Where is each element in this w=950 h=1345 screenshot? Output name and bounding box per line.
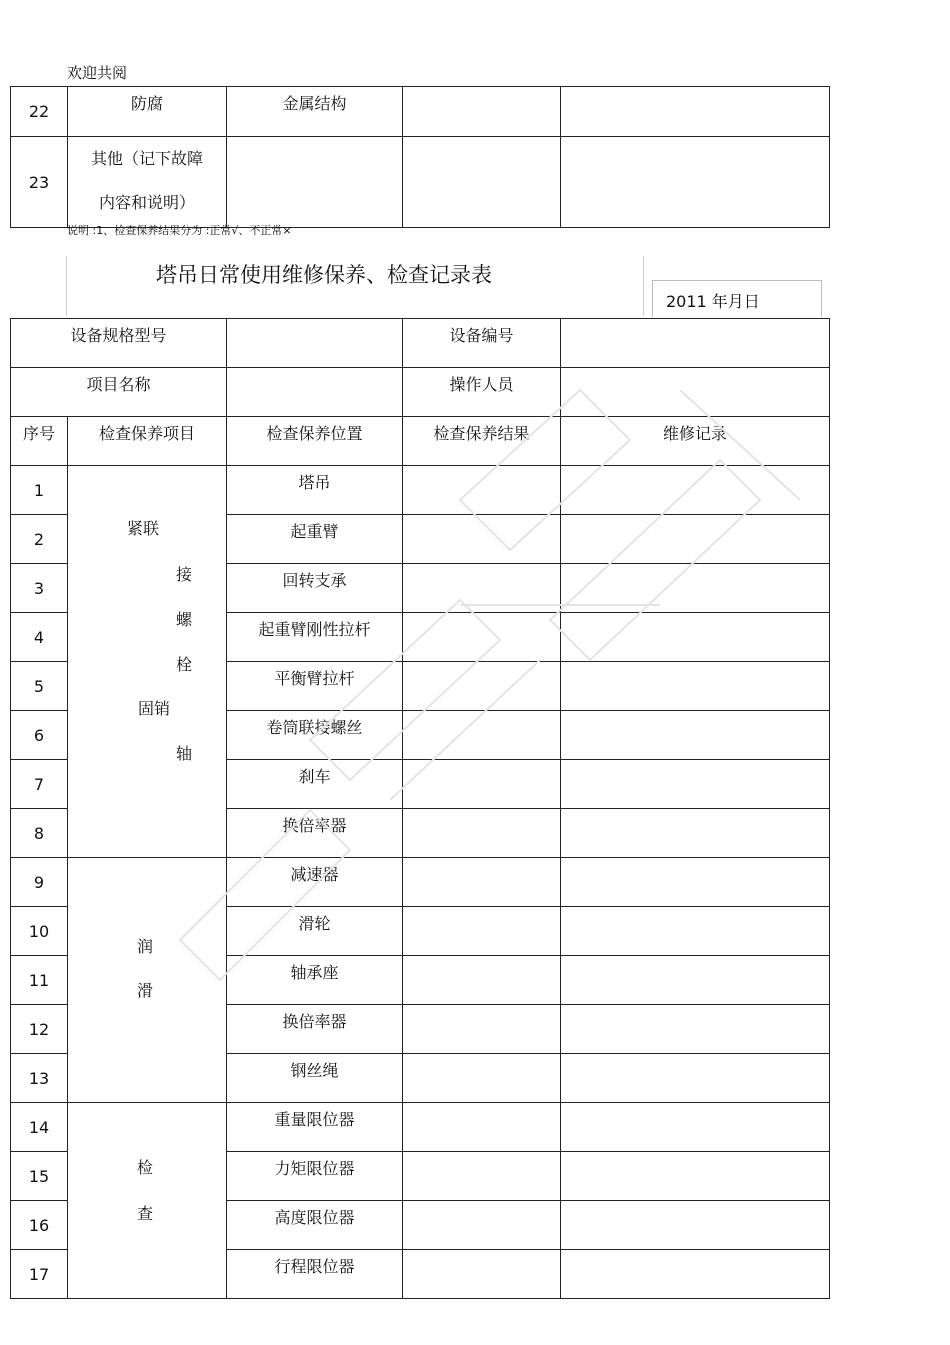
project-label: 项目名称 bbox=[11, 368, 227, 417]
row-number: 2 bbox=[11, 515, 68, 564]
record-cell[interactable] bbox=[561, 1201, 830, 1250]
row-number: 4 bbox=[11, 613, 68, 662]
position-cell: 刹车 bbox=[227, 760, 403, 809]
project-value[interactable] bbox=[227, 368, 403, 417]
col-header-no: 序号 bbox=[11, 417, 68, 466]
result-cell[interactable] bbox=[403, 956, 561, 1005]
group-label: 紧联 bbox=[127, 519, 160, 538]
table-row bbox=[11, 858, 830, 907]
record-cell[interactable] bbox=[561, 907, 830, 956]
record-cell[interactable] bbox=[561, 809, 830, 858]
col-header-position: 检查保养位置 bbox=[227, 417, 403, 466]
record-cell[interactable] bbox=[561, 564, 830, 613]
group-label: 检 bbox=[137, 1158, 154, 1177]
record-cell[interactable] bbox=[561, 1152, 830, 1201]
table-row bbox=[11, 87, 830, 137]
row-number: 15 bbox=[11, 1152, 68, 1201]
group-label: 滑 bbox=[137, 981, 154, 1000]
group-label: 固销 bbox=[138, 699, 171, 718]
position-cell[interactable] bbox=[227, 137, 403, 228]
table-row bbox=[11, 319, 830, 368]
row-number: 17 bbox=[11, 1250, 68, 1299]
table-row bbox=[11, 466, 830, 515]
operator-label: 操作人员 bbox=[403, 368, 561, 417]
page-title: 塔吊日常使用维修保养、检查记录表 bbox=[156, 263, 492, 287]
row-number: 16 bbox=[11, 1201, 68, 1250]
record-cell[interactable] bbox=[561, 711, 830, 760]
record-cell[interactable] bbox=[561, 515, 830, 564]
position-cell: 卷筒联接螺丝 bbox=[227, 711, 403, 760]
position-cell: 平衡臂拉杆 bbox=[227, 662, 403, 711]
row-number: 22 bbox=[11, 87, 68, 137]
row-number: 9 bbox=[11, 858, 68, 907]
position-cell: 行程限位器 bbox=[227, 1250, 403, 1299]
operator-value[interactable] bbox=[561, 368, 830, 417]
row-number: 14 bbox=[11, 1103, 68, 1152]
row-number: 10 bbox=[11, 907, 68, 956]
row-number: 12 bbox=[11, 1005, 68, 1054]
record-cell[interactable] bbox=[561, 760, 830, 809]
result-cell[interactable] bbox=[403, 1152, 561, 1201]
position-cell: 换倍率器 bbox=[227, 809, 403, 858]
record-cell[interactable] bbox=[561, 1103, 830, 1152]
row-number: 7 bbox=[11, 760, 68, 809]
top-table bbox=[10, 86, 830, 228]
equip-no-label: 设备编号 bbox=[403, 319, 561, 368]
record-cell[interactable] bbox=[561, 956, 830, 1005]
col-header-result: 检查保养结果 bbox=[403, 417, 561, 466]
column-header-row bbox=[11, 417, 830, 466]
result-cell[interactable] bbox=[403, 907, 561, 956]
group-fastening bbox=[68, 466, 227, 858]
table-row bbox=[11, 368, 830, 417]
spec-label: 设备规格型号 bbox=[11, 319, 227, 368]
item-line: 内容和说明） bbox=[98, 193, 195, 212]
result-cell[interactable] bbox=[403, 613, 561, 662]
row-number: 6 bbox=[11, 711, 68, 760]
record-cell[interactable] bbox=[561, 1005, 830, 1054]
table-row bbox=[11, 137, 830, 228]
item-cell bbox=[68, 137, 227, 228]
group-label: 螺 bbox=[176, 610, 193, 629]
row-number: 11 bbox=[11, 956, 68, 1005]
result-cell[interactable] bbox=[403, 809, 561, 858]
result-cell[interactable] bbox=[403, 87, 561, 137]
col-header-record: 维修记录 bbox=[561, 417, 830, 466]
result-cell[interactable] bbox=[403, 1054, 561, 1103]
table-row bbox=[11, 1103, 830, 1152]
header-text: 欢迎共阅 bbox=[67, 64, 128, 82]
record-cell[interactable] bbox=[561, 1054, 830, 1103]
item-line: 其他（记下故障 bbox=[90, 149, 203, 168]
position-cell: 金属结构 bbox=[227, 87, 403, 137]
record-cell[interactable] bbox=[561, 466, 830, 515]
result-cell[interactable] bbox=[403, 662, 561, 711]
row-number: 3 bbox=[11, 564, 68, 613]
result-cell[interactable] bbox=[403, 1250, 561, 1299]
result-cell[interactable] bbox=[403, 760, 561, 809]
col-header-item: 检查保养项目 bbox=[68, 417, 227, 466]
result-cell[interactable] bbox=[403, 711, 561, 760]
result-cell[interactable] bbox=[403, 1103, 561, 1152]
group-label: 接 bbox=[176, 565, 193, 584]
group-label: 查 bbox=[137, 1204, 154, 1223]
position-cell: 滑轮 bbox=[227, 907, 403, 956]
position-cell: 重量限位器 bbox=[227, 1103, 403, 1152]
group-label: 润 bbox=[137, 937, 154, 956]
item-cell: 防腐 bbox=[68, 87, 227, 137]
position-cell: 换倍率器 bbox=[227, 1005, 403, 1054]
group-lubrication bbox=[68, 858, 227, 1103]
row-number: 5 bbox=[11, 662, 68, 711]
result-cell[interactable] bbox=[403, 1005, 561, 1054]
spec-value[interactable] bbox=[227, 319, 403, 368]
position-cell: 力矩限位器 bbox=[227, 1152, 403, 1201]
record-cell[interactable] bbox=[561, 1250, 830, 1299]
date-text[interactable]: 2011 年月日 bbox=[666, 292, 760, 311]
record-cell[interactable] bbox=[561, 613, 830, 662]
record-cell[interactable] bbox=[561, 662, 830, 711]
row-number: 8 bbox=[11, 809, 68, 858]
note-text: 说明 :1、检查保养结果分为 :正常√、不正常× bbox=[67, 224, 292, 237]
position-cell: 回转支承 bbox=[227, 564, 403, 613]
main-table bbox=[10, 318, 830, 1299]
position-cell: 轴承座 bbox=[227, 956, 403, 1005]
result-cell[interactable] bbox=[403, 564, 561, 613]
record-cell[interactable] bbox=[561, 87, 830, 137]
group-label: 轴 bbox=[176, 744, 193, 763]
row-number: 13 bbox=[11, 1054, 68, 1103]
result-cell[interactable] bbox=[403, 137, 561, 228]
record-cell[interactable] bbox=[561, 137, 830, 228]
position-cell: 高度限位器 bbox=[227, 1201, 403, 1250]
result-cell[interactable] bbox=[403, 466, 561, 515]
position-cell: 减速器 bbox=[227, 858, 403, 907]
record-cell[interactable] bbox=[561, 858, 830, 907]
result-cell[interactable] bbox=[403, 1201, 561, 1250]
result-cell[interactable] bbox=[403, 858, 561, 907]
row-number: 1 bbox=[11, 466, 68, 515]
position-cell: 塔吊 bbox=[227, 466, 403, 515]
position-cell: 起重臂刚性拉杆 bbox=[227, 613, 403, 662]
result-cell[interactable] bbox=[403, 515, 561, 564]
equip-no-value[interactable] bbox=[561, 319, 830, 368]
group-inspection bbox=[68, 1103, 227, 1299]
row-number: 23 bbox=[11, 137, 68, 228]
position-cell: 钢丝绳 bbox=[227, 1054, 403, 1103]
group-label: 栓 bbox=[176, 655, 193, 674]
position-cell: 起重臂 bbox=[227, 515, 403, 564]
